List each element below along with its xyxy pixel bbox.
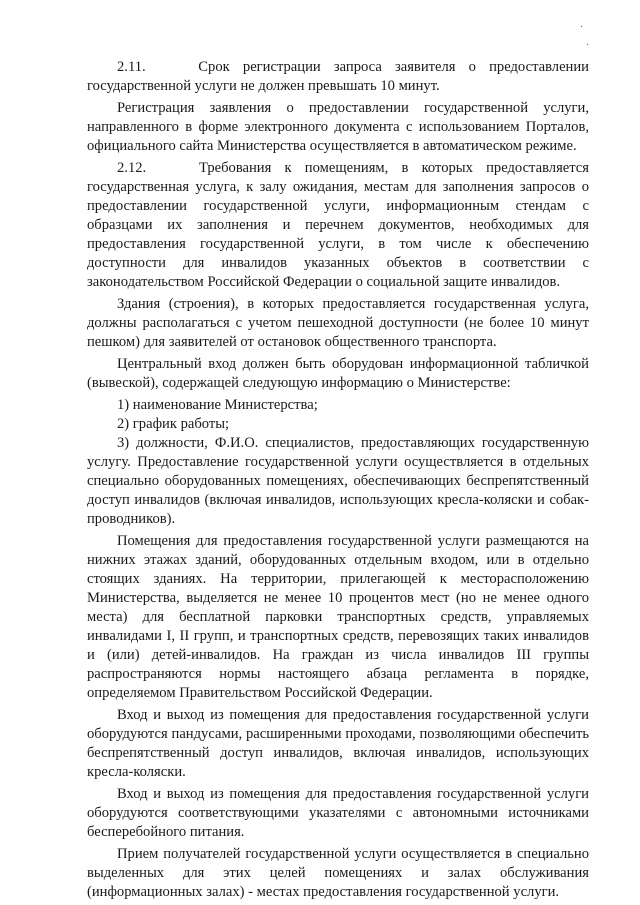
paragraph-premises: Помещения для предоставления государственной услуги размещаются на нижних этажах зданий, оборудованных отдельным входом, или в отдельно стоящих зданиях. На территории, прилегающей к месторасположению Министерства, выделяется не менее 10 процентов мест (но не менее одного места) для бесплатной парковки транспортных средств, управляемых инвалидами I, II групп, и транспортных средств, перевозящих таких инвалидов и (или) детей-инвалидов. На граждан из числа инвалидов III группы распространяются нормы настоящего абзаца регламента в порядке, определяемом Правительством Российской Федерации. [87,533,589,701]
list-item-2: 2) график работы; [117,416,230,432]
paragraph-2-11: 2.11. Срок регистрации запроса заявителя о предоставлении государственной услуги не должен превышать 10 минут. [87,59,589,94]
list-item-1: 1) наименование Министерства; [117,397,318,413]
paragraph-buildings: Здания (строения), в которых предоставляется государственная услуга, должны располагаться с учетом пешеходной доступности (не более 10 минут пешком) для заявителей от остановок общественного транспорта. [87,296,589,350]
paragraph-central-entrance: Центральный вход должен быть оборудован информационной табличкой (вывеской), содержащей следующую информацию о Министерстве: [87,356,589,391]
document-page [87,58,589,905]
paragraph-entrance-ramps: Вход и выход из помещения для предоставления государственной услуги оборудуются пандусами, расширенными проходами, позволяющими обеспечить беспрепятственный доступ инвалидов, включая инвалидов, использующих кресла-коляски. [87,707,589,780]
paragraph-reception: Прием получателей государственной услуги осуществляется в специально выделенных для этих целей помещениях и залах обслуживания (информационных залах) - местах предоставления государственной услуги. [87,846,589,900]
scan-speck: · [586,40,590,51]
paragraph-2-12: 2.12. Требования к помещениям, в которых предоставляется государственная услуга, к залу ожидания, местам для заполнения запросов о предоставлении государственной услуги, информационным стендам с образцами их заполнения и перечнем документов, необходимых для предоставления государственной услуги, в том числе к обеспечению доступности для инвалидов указанных объектов в соответствии с законодательством Российской Федерации о социальной защите инвалидов. [87,160,589,290]
paragraph-entrance-signs: Вход и выход из помещения для предоставления государственной услуги оборудуются соответствующими указателями с автономными источниками бесперебойного питания. [87,786,589,840]
paragraph-registration: Регистрация заявления о предоставлении государственной услуги, направленного в форме электронного документа с использованием Порталов, официального сайта Министерства осуществляется в автоматическом режиме. [87,100,589,154]
list-item-3: 3) должности, Ф.И.О. специалистов, предоставляющих государственную услугу. Предоставление государственной услуги осуществляется в отдельных специально оборудованных помещениях, обеспечивающих беспрепятственный доступ инвалидов (включая инвалидов, использующих кресла-коляски и собак-проводников). [87,435,589,527]
scan-speck: · [580,22,584,33]
